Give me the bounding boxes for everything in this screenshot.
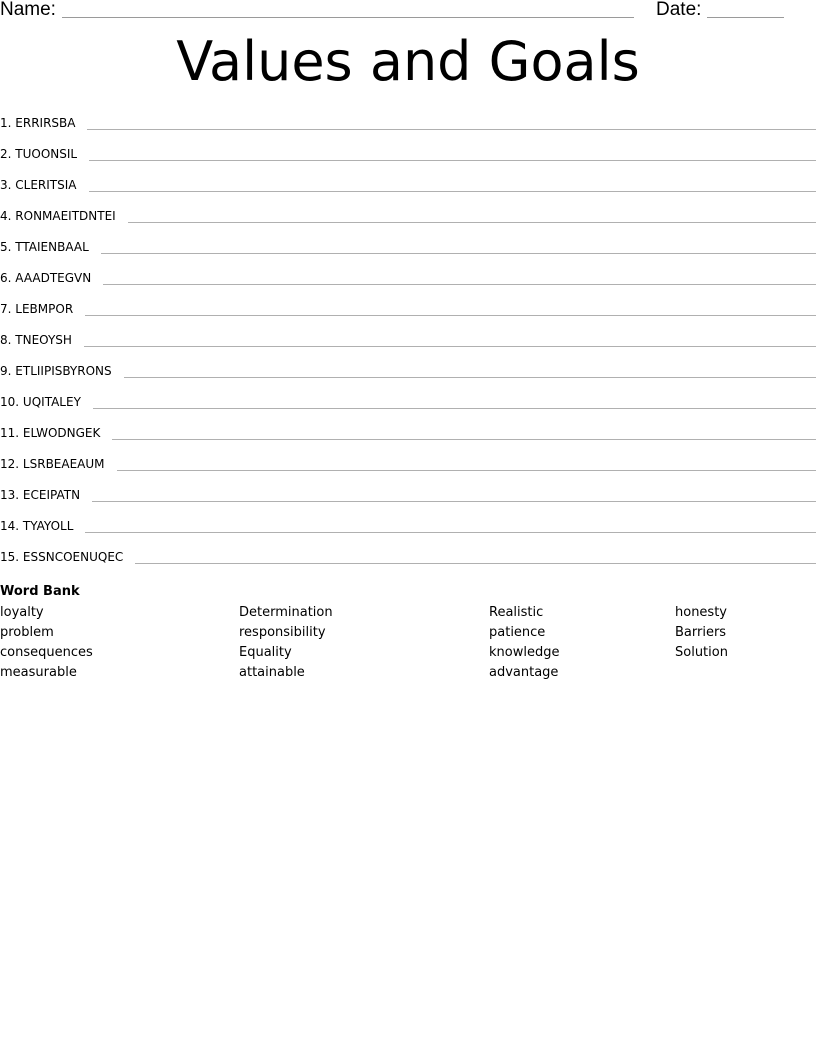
scrambled-word: TNEOYSH: [15, 333, 72, 347]
scrambled-word: ELWODNGEK: [22, 426, 101, 440]
question-number: 10.: [0, 395, 20, 409]
word-bank-item: problem: [0, 625, 54, 640]
question-row: [0, 420, 816, 440]
name-label: Name:: [0, 0, 56, 20]
scrambled-word: UQITALEY: [22, 395, 81, 409]
question-row: [0, 296, 816, 316]
scrambled-word: LEBMPOR: [15, 302, 74, 316]
word-bank-item: honesty: [675, 605, 727, 620]
question-row: [0, 265, 816, 285]
word-bank-column-2: [239, 605, 333, 685]
word-bank-item: Realistic: [489, 605, 544, 620]
question-row: [0, 327, 816, 347]
answer-line[interactable]: [117, 470, 816, 471]
word-bank-item: loyalty: [0, 605, 44, 620]
word-bank-item: measurable: [0, 665, 77, 680]
word-bank-item: responsibility: [239, 625, 326, 640]
question-number: 7.: [0, 302, 12, 316]
answer-line[interactable]: [103, 284, 816, 285]
word-bank-item: advantage: [489, 665, 559, 680]
question-number: 15.: [0, 550, 20, 564]
question-number: 2.: [0, 147, 12, 161]
answer-line[interactable]: [124, 377, 816, 378]
answer-line[interactable]: [84, 346, 816, 347]
answer-line[interactable]: [128, 222, 816, 223]
answer-line[interactable]: [85, 315, 816, 316]
question-number: 3.: [0, 178, 12, 192]
question-row: [0, 389, 816, 409]
question-number: 5.: [0, 240, 12, 254]
answer-line[interactable]: [101, 253, 816, 254]
scrambled-word: ERRIRSBA: [15, 116, 76, 130]
word-bank-column-3: [489, 605, 559, 685]
question-number: 12.: [0, 457, 20, 471]
question-row: [0, 451, 816, 471]
question-number: 4.: [0, 209, 12, 223]
worksheet-title: Values and Goals: [176, 30, 640, 93]
answer-line[interactable]: [89, 191, 816, 192]
question-number: 8.: [0, 333, 12, 347]
date-field[interactable]: [707, 17, 784, 18]
scrambled-word: TYAYOLL: [22, 519, 74, 533]
question-number: 14.: [0, 519, 20, 533]
answer-line[interactable]: [93, 408, 816, 409]
scrambled-word: CLERITSIA: [15, 178, 77, 192]
question-row: [0, 358, 816, 378]
worksheet-header: [0, 0, 816, 22]
date-label: Date:: [656, 0, 702, 20]
question-row: [0, 482, 816, 502]
answer-line[interactable]: [89, 160, 816, 161]
question-number: 13.: [0, 488, 20, 502]
question-row: [0, 172, 816, 192]
word-bank-title: Word Bank: [0, 584, 80, 599]
word-bank-column-4: [675, 605, 728, 665]
answer-line[interactable]: [87, 129, 816, 130]
scrambled-word: ETLIIPISBYRONS: [15, 364, 112, 378]
question-number: 6.: [0, 271, 12, 285]
question-row: [0, 544, 816, 564]
word-bank-item: attainable: [239, 665, 305, 680]
question-number: 9.: [0, 364, 12, 378]
question-number: 1.: [0, 116, 12, 130]
question-row: [0, 513, 816, 533]
word-bank-item: consequences: [0, 645, 93, 660]
word-bank-item: knowledge: [489, 645, 560, 660]
answer-line[interactable]: [85, 532, 816, 533]
question-row: [0, 234, 816, 254]
scrambled-word: ECEIPATN: [22, 488, 81, 502]
scrambled-word: RONMAEITDNTEI: [15, 209, 116, 223]
name-field[interactable]: [62, 17, 634, 18]
question-number: 11.: [0, 426, 20, 440]
question-row: [0, 141, 816, 161]
answer-line[interactable]: [112, 439, 816, 440]
word-bank-item: Equality: [239, 645, 292, 660]
question-row: [0, 110, 816, 130]
word-bank-column-1: [0, 605, 93, 685]
scrambled-word: LSRBEAEAUM: [22, 457, 105, 471]
scrambled-word: TUOONSIL: [15, 147, 78, 161]
answer-line[interactable]: [92, 501, 816, 502]
word-bank-item: Solution: [675, 645, 728, 660]
answer-line[interactable]: [135, 563, 816, 564]
question-row: [0, 203, 816, 223]
scrambled-word: AAADTEGVN: [15, 271, 92, 285]
word-bank-item: Determination: [239, 605, 333, 620]
scrambled-word: TTAIENBAAL: [15, 240, 89, 254]
word-bank-item: Barriers: [675, 625, 727, 640]
scrambled-word: ESSNCOENUQEC: [22, 550, 124, 564]
word-bank-item: patience: [489, 625, 546, 640]
